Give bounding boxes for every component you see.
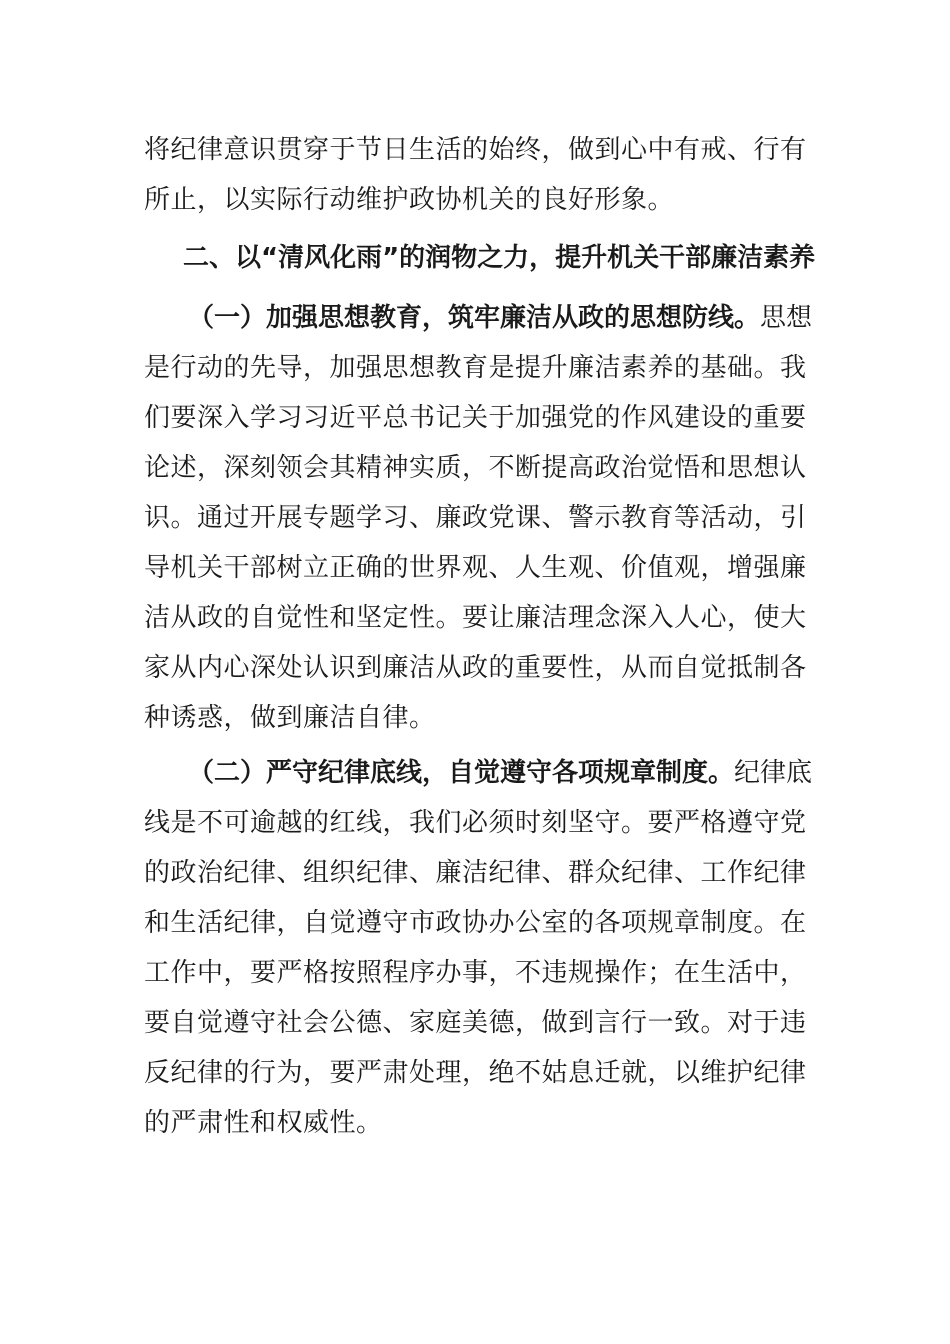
subsection-2-line: 要自觉遵守社会公德、家庭美德，做到言行一致。对于违 <box>144 1008 807 1038</box>
subsection-1-line: 导机关干部树立正确的世界观、人生观、价值观，增强廉 <box>144 553 807 583</box>
subsection-1-first-line-rest: 思想 <box>760 303 813 333</box>
subsection-2-first-line-rest: 纪律底 <box>734 758 813 788</box>
subsection-1-first-line <box>188 298 813 338</box>
subsection-2-line: 线是不可逾越的红线，我们必须时刻坚守。要严格遵守党 <box>144 808 807 838</box>
subsection-1-line: 识。通过开展专题学习、廉政党课、警示教育等活动，引 <box>144 503 807 533</box>
subsection-2-line: 工作中，要严格按照程序办事，不违规操作；在生活中， <box>144 958 807 988</box>
section-heading: 二、以“清风化雨”的润物之力，提升机关干部廉洁素养 <box>183 243 816 273</box>
subsection-2-line: 和生活纪律，自觉遵守市政协办公室的各项规章制度。在 <box>144 908 807 938</box>
intro-line-2: 所止，以实际行动维护政协机关的良好形象。 <box>144 185 675 215</box>
subsection-1-line: 洁从政的自觉性和坚定性。要让廉洁理念深入人心，使大 <box>144 603 807 633</box>
subsection-1-heading: （一）加强思想教育，筑牢廉洁从政的思想防线。 <box>188 303 761 333</box>
subsection-1-line: 论述，深刻领会其精神实质，不断提高政治觉悟和思想认 <box>144 453 807 483</box>
subsection-2-line: 的政治纪律、组织纪律、廉洁纪律、群众纪律、工作纪律 <box>144 858 807 888</box>
subsection-1-line: 家从内心深处认识到廉洁从政的重要性，从而自觉抵制各 <box>144 653 807 683</box>
intro-line-1: 将纪律意识贯穿于节日生活的始终，做到心中有戒、行有 <box>144 135 807 165</box>
subsection-1-line: 种诱惑，做到廉洁自律。 <box>144 703 436 733</box>
subsection-1-line: 是行动的先导，加强思想教育是提升廉洁素养的基础。我 <box>144 353 807 383</box>
subsection-1-line: 们要深入学习习近平总书记关于加强党的作风建设的重要 <box>144 403 807 433</box>
subsection-2-heading: （二）严守纪律底线，自觉遵守各项规章制度。 <box>188 758 735 788</box>
subsection-2-line: 的严肃性和权威性。 <box>144 1108 383 1138</box>
subsection-2-line: 反纪律的行为，要严肃处理，绝不姑息迁就，以维护纪律 <box>144 1058 807 1088</box>
subsection-2-first-line <box>188 753 813 793</box>
